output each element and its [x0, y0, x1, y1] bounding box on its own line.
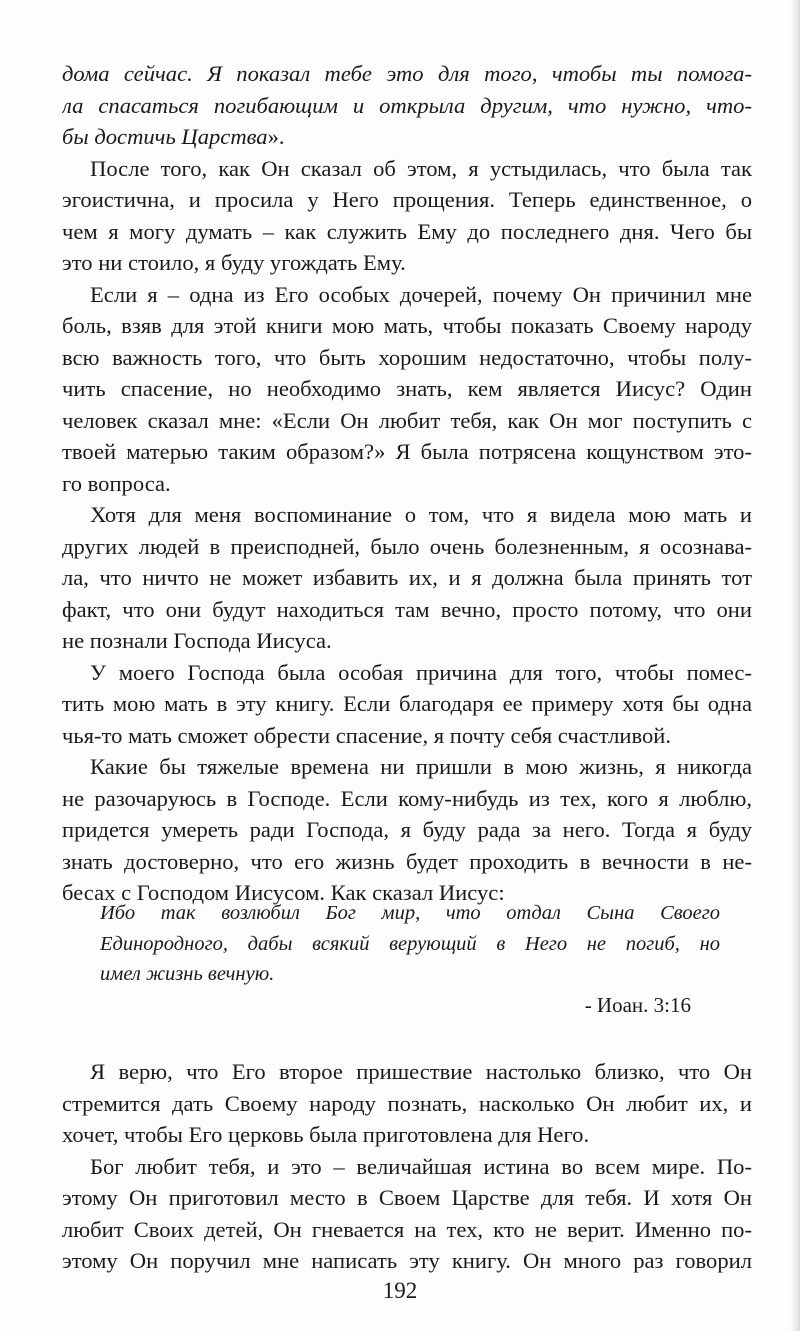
paragraph-first-line: Хотя для меня воспоминание о том, что я видела мою мать и	[90, 502, 752, 527]
text-line: ла, что ничто не может избавить их, и я должна была принять тот	[62, 565, 752, 590]
italic-fragment: бы достичь Царства	[62, 124, 268, 149]
text-line: ла спасаться погибающим и открыла другим, что нужно, что-	[62, 92, 752, 118]
closing-quote: ».	[267, 124, 285, 149]
text-line: чем я могу думать – как служить Ему до последнего дня. Чего бы	[62, 218, 752, 244]
text-line: чить спасение, но необходимо знать, кем является Иисус? Один	[62, 376, 752, 401]
text-line: других людей в преисподней, было очень болезненным, я осознава-	[62, 533, 752, 559]
text-line: не разочаруюсь в Господе. Если кому-нибудь из тех, кого я люблю,	[62, 785, 752, 811]
text-line: дома сейчас. Я показал тебе это для того, чтобы ты помога-	[62, 61, 752, 86]
quote-line: Ибо так возлюбил Бог мир, что отдал Сына Своего	[100, 902, 720, 924]
text-line: придется умереть ради Господа, я буду рада за него. Тогда я буду	[62, 817, 752, 842]
text-line: стремится дать Своему народу познать, насколько Он любит их, и	[62, 1090, 752, 1116]
text-line: эгоистична, и просила у Него прощения. Теперь единственное, о	[62, 187, 752, 212]
quote-line: Единородного, дабы всякий верующий в Него не погиб, но	[100, 932, 720, 955]
page-edge-shadow	[790, 0, 800, 1331]
text-line: это ни стоило, я буду угождать Ему.	[62, 250, 406, 275]
text-line: факт, что они будут находиться там вечно, просто потому, что они	[62, 596, 752, 622]
text-line: боль, взяв для этой книги мою мать, чтобы показать Своему народу	[62, 313, 752, 338]
text-line	[62, 121, 752, 153]
text-line: тить мою мать в эту книгу. Если благодаря ее примеру хотя бы одна	[62, 691, 752, 716]
text-line: человек сказал мне: «Если Он любит тебя, как Он мог поступить с	[62, 407, 752, 433]
quote-line: имел жизнь вечную.	[100, 963, 275, 985]
text-line: всю важность того, что быть хорошим недостаточно, чтобы полу-	[62, 344, 752, 370]
text-line: бесах с Господом Иисусом. Как сказал Иисус:	[62, 880, 505, 905]
text-line: этому Он приготовил место в Своем Царстве для тебя. И хотя Он	[62, 1185, 752, 1210]
text-line: го вопроса.	[62, 470, 171, 496]
text-line: твоей матерью таким образом?» Я была потрясена кощунством это-	[62, 439, 752, 464]
text-line: не познали Господа Иисуса.	[62, 628, 332, 653]
text-line: чья-то мать сможет обрести спасение, я почту себя счастливой.	[62, 722, 672, 748]
scripture-quote	[100, 898, 720, 990]
text-line: этому Он поручил мне написать эту книгу. Он много раз говорил	[62, 1248, 752, 1273]
paragraph-first-line: Если я – одна из Его особых дочерей, почему Он причинил мне	[90, 281, 752, 307]
text-line: хочет, чтобы Его церковь была приготовлена для Него.	[62, 1122, 590, 1147]
paragraph-first-line: Бог любит тебя, и это – величайшая истина во всем мире. По-	[90, 1153, 752, 1179]
paragraph-first-line: После того, как Он сказал об этом, я устыдилась, что была так	[90, 155, 752, 181]
scripture-reference: - Иоан. 3:16	[584, 993, 691, 1017]
paragraph-first-line: Я верю, что Его второе пришествие настолько близко, что Он	[90, 1059, 752, 1084]
paragraph-first-line: Какие бы тяжелые времена ни пришли в мою жизнь, я никогда	[90, 754, 752, 779]
paragraph-first-line: У моего Господа была особая причина для того, чтобы помес-	[90, 659, 752, 685]
text-line: любит Своих детей, Он гневается на тех, кто не верит. Именно по-	[62, 1216, 752, 1242]
text-line: знать достоверно, что его жизнь будет проходить в вечности в не-	[62, 848, 752, 874]
main-text-top	[62, 58, 752, 909]
page-number: 192	[382, 1278, 418, 1303]
main-text-bottom	[62, 1056, 752, 1277]
